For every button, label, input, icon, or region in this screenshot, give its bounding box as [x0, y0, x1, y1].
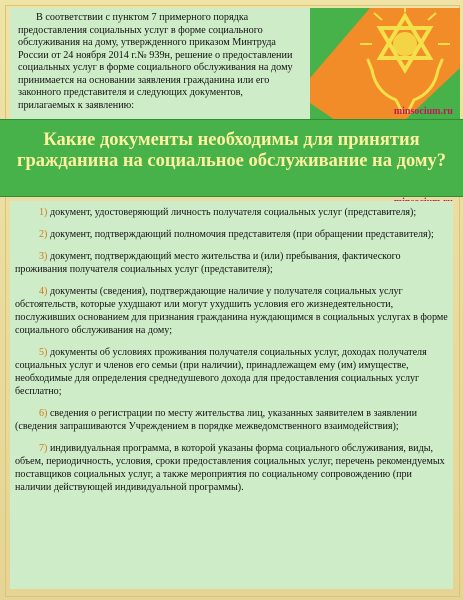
list-item [15, 250, 448, 276]
star-hands-emblem-icon [310, 8, 460, 120]
page-title: Какие документы необходимы для принятия гражданина на социальное обслуживание на дому? [0, 119, 463, 197]
list-number: 7) [39, 443, 48, 454]
list-number: 6) [39, 408, 48, 419]
list-number: 2) [39, 229, 48, 240]
list-number: 1) [39, 207, 48, 218]
list-item [15, 442, 448, 494]
list-number: 3) [39, 251, 48, 262]
intro-text: В соответствии с пунктом 7 примерного порядка предоставления социальных услуг в форме социального обслуживания на дому, утвержденного приказом Минтруда России от 24 ноября 2014 г.№ 939н, решение о предоставлении социальных услуг в форме социального обслуживания на дому принимается на основании заявления гражданина или его законного представителя и следующих документов, прилагаемых к заявлению: [18, 12, 293, 111]
list-item [15, 206, 448, 219]
list-text: документ, удостоверяющий личность получателя социальных услуг (представителя); [49, 207, 417, 218]
document-list [10, 201, 453, 589]
list-text: документы об условиях проживания получателя социальных услуг, доходах получателя социальных услуг и членов его семьи (при наличии), принадлежащем ему (им) имуществе, необходимые для определения среднедушевого дохода для предоставления социальных услуг бесплатно; [15, 347, 427, 397]
list-text: документ, подтверждающий полномочия представителя (при обращении представителя); [49, 229, 434, 240]
list-text: документы (сведения), подтверждающие наличие у получателя социальных услуг обстоятельств, которые ухудшают или могут ухудшить условия его жизнедеятельности, послуживших основанием для признания гражданина нуждающимся в социальных услугах в форме социального обслуживания на дому; [15, 286, 448, 336]
list-item [15, 407, 448, 433]
intro-panel [10, 8, 310, 120]
list-text: сведения о регистрации по месту жительства лиц, указанных заявителем в заявлении (сведения запрашиваются Учреждением в порядке межведомственного взаимодействия); [15, 408, 417, 432]
list-text: документ, подтверждающий место жительства и (или) пребывания, фактического проживания получателя социальных услуг (представителя); [15, 251, 401, 275]
list-item [15, 285, 448, 337]
list-item [15, 228, 448, 241]
list-text: индивидуальная программа, в которой указаны форма социального обслуживания, виды, объем, периодичность, условия, сроки предоставления социальных услуг, перечень рекомендуемых поставщиков социальных услуг, а также мероприятия по социальному сопровождению (при наличии действующей индивидуальной программы). [15, 443, 445, 493]
site-watermark: minsocium.ru [393, 106, 453, 117]
list-number: 5) [39, 347, 48, 358]
list-item [15, 346, 448, 398]
list-number: 4) [39, 286, 48, 297]
